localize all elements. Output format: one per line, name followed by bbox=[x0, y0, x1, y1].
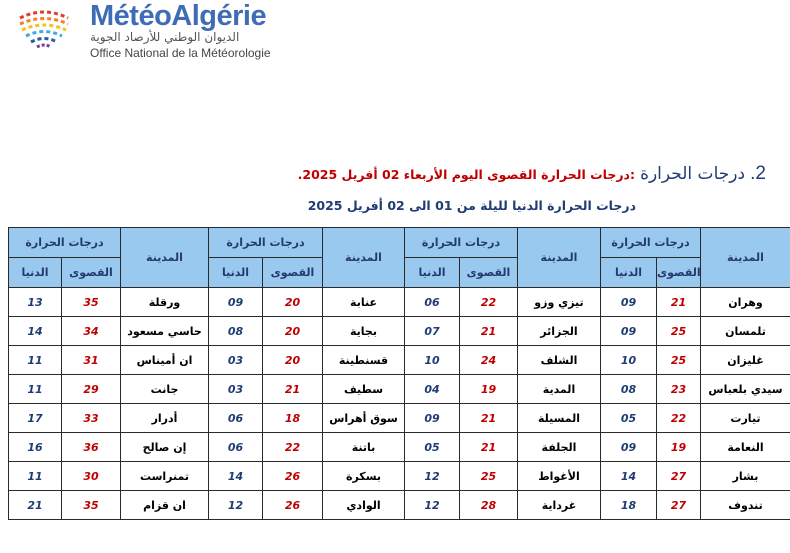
max-temp-cell: 19 bbox=[657, 433, 701, 462]
min-temp-cell: 06 bbox=[209, 433, 263, 462]
city-cell: تيزي وزو bbox=[518, 288, 601, 317]
logo bbox=[14, 2, 274, 62]
min-temp-cell: 09 bbox=[209, 288, 263, 317]
min-temp-cell: 03 bbox=[209, 375, 263, 404]
max-temp-cell: 19 bbox=[460, 375, 518, 404]
table-row bbox=[9, 317, 790, 346]
max-temp-cell: 22 bbox=[263, 433, 323, 462]
city-header: المدينة bbox=[701, 228, 790, 288]
max-header: القصوى bbox=[62, 258, 121, 288]
table-row bbox=[9, 346, 790, 375]
max-temp-cell: 25 bbox=[460, 462, 518, 491]
city-cell: غليزان bbox=[701, 346, 790, 375]
min-header: الدنيا bbox=[601, 258, 657, 288]
min-temp-cell: 14 bbox=[209, 462, 263, 491]
city-cell: تندوف bbox=[701, 491, 790, 520]
city-cell: تيارت bbox=[701, 404, 790, 433]
max-temp-cell: 30 bbox=[62, 462, 121, 491]
temperature-table bbox=[8, 227, 790, 520]
city-cell: الجزائر bbox=[518, 317, 601, 346]
section-heading bbox=[298, 163, 766, 185]
min-temp-subtitle: درجات الحرارة الدنيا لليلة من 01 الى 02 أفريل 2025 bbox=[307, 198, 636, 213]
max-temp-cell: 21 bbox=[263, 375, 323, 404]
city-cell: تلمسان bbox=[701, 317, 790, 346]
city-cell: سوق أهراس bbox=[323, 404, 405, 433]
min-temp-cell: 10 bbox=[601, 346, 657, 375]
min-temp-cell: 11 bbox=[9, 375, 62, 404]
min-temp-cell: 05 bbox=[405, 433, 460, 462]
section-title: درجات الحرارة bbox=[640, 164, 746, 184]
max-temp-cell: 26 bbox=[263, 462, 323, 491]
table-header-row bbox=[9, 228, 790, 258]
max-temp-cell: 35 bbox=[62, 491, 121, 520]
min-temp-cell: 16 bbox=[9, 433, 62, 462]
city-cell: وهران bbox=[701, 288, 790, 317]
city-cell: المدية bbox=[518, 375, 601, 404]
min-temp-cell: 06 bbox=[209, 404, 263, 433]
min-temp-cell: 12 bbox=[209, 491, 263, 520]
max-header: القصوى bbox=[657, 258, 701, 288]
max-temp-cell: 22 bbox=[657, 404, 701, 433]
section-number: 2. bbox=[750, 163, 766, 184]
city-cell: الجلفة bbox=[518, 433, 601, 462]
temp-header: درجات الحرارة bbox=[405, 228, 518, 258]
city-cell: الوادي bbox=[323, 491, 405, 520]
min-header: الدنيا bbox=[209, 258, 263, 288]
max-temp-cell: 21 bbox=[460, 433, 518, 462]
max-temp-cell: 25 bbox=[657, 346, 701, 375]
min-temp-cell: 14 bbox=[9, 317, 62, 346]
brand-french: Office National de la Météorologie bbox=[90, 46, 271, 60]
table-row bbox=[9, 491, 790, 520]
table-row bbox=[9, 404, 790, 433]
table-row bbox=[9, 462, 790, 491]
max-temp-cell: 20 bbox=[263, 317, 323, 346]
max-temp-cell: 18 bbox=[263, 404, 323, 433]
city-cell: ورقلة bbox=[121, 288, 209, 317]
min-temp-cell: 11 bbox=[9, 346, 62, 375]
min-temp-cell: 17 bbox=[9, 404, 62, 433]
min-temp-cell: 12 bbox=[405, 462, 460, 491]
min-temp-cell: 09 bbox=[601, 433, 657, 462]
max-temp-cell: 33 bbox=[62, 404, 121, 433]
min-temp-cell: 14 bbox=[601, 462, 657, 491]
min-temp-cell: 12 bbox=[405, 491, 460, 520]
max-temp-cell: 24 bbox=[460, 346, 518, 375]
table-row bbox=[9, 288, 790, 317]
max-temp-cell: 21 bbox=[460, 404, 518, 433]
city-cell: حاسي مسعود bbox=[121, 317, 209, 346]
city-cell: سطيف bbox=[323, 375, 405, 404]
max-temp-cell: 29 bbox=[62, 375, 121, 404]
city-cell: غرداية bbox=[518, 491, 601, 520]
min-temp-cell: 21 bbox=[9, 491, 62, 520]
city-cell: بشار bbox=[701, 462, 790, 491]
max-header: القصوى bbox=[263, 258, 323, 288]
max-temp-cell: 26 bbox=[263, 491, 323, 520]
max-temp-cell: 21 bbox=[460, 317, 518, 346]
city-cell: إن صالح bbox=[121, 433, 209, 462]
min-temp-cell: 09 bbox=[405, 404, 460, 433]
brand-name: MétéoAlgérie bbox=[90, 0, 267, 32]
max-temp-cell: 25 bbox=[657, 317, 701, 346]
max-temp-cell: 34 bbox=[62, 317, 121, 346]
max-temp-subtitle: :درجات الحرارة القصوى اليوم الأربعاء 02 أفريل 2025. bbox=[297, 167, 635, 182]
min-temp-cell: 10 bbox=[405, 346, 460, 375]
min-temp-cell: 03 bbox=[209, 346, 263, 375]
city-cell: باتنة bbox=[323, 433, 405, 462]
city-cell: قسنطينة bbox=[323, 346, 405, 375]
min-temp-cell: 18 bbox=[601, 491, 657, 520]
min-temp-cell: 08 bbox=[209, 317, 263, 346]
city-header: المدينة bbox=[121, 228, 209, 288]
max-temp-cell: 27 bbox=[657, 491, 701, 520]
city-cell: الأغواط bbox=[518, 462, 601, 491]
min-temp-cell: 07 bbox=[405, 317, 460, 346]
city-cell: الشلف bbox=[518, 346, 601, 375]
city-header: المدينة bbox=[323, 228, 405, 288]
city-cell: أدرار bbox=[121, 404, 209, 433]
min-temp-cell: 13 bbox=[9, 288, 62, 317]
max-temp-cell: 35 bbox=[62, 288, 121, 317]
min-temp-cell: 11 bbox=[9, 462, 62, 491]
max-header: القصوى bbox=[460, 258, 518, 288]
temp-header: درجات الحرارة bbox=[601, 228, 701, 258]
max-temp-cell: 36 bbox=[62, 433, 121, 462]
max-temp-cell: 20 bbox=[263, 346, 323, 375]
max-temp-cell: 23 bbox=[657, 375, 701, 404]
city-cell: بسكرة bbox=[323, 462, 405, 491]
city-header: المدينة bbox=[518, 228, 601, 288]
min-header: الدنيا bbox=[9, 258, 62, 288]
table-row bbox=[9, 433, 790, 462]
brand-arabic: الديوان الوطني للأرصاد الجوية bbox=[90, 30, 240, 44]
temp-header: درجات الحرارة bbox=[9, 228, 121, 258]
max-temp-cell: 27 bbox=[657, 462, 701, 491]
city-cell: ان قزام bbox=[121, 491, 209, 520]
max-temp-cell: 21 bbox=[657, 288, 701, 317]
city-cell: جانت bbox=[121, 375, 209, 404]
min-temp-cell: 05 bbox=[601, 404, 657, 433]
max-temp-cell: 22 bbox=[460, 288, 518, 317]
table-row bbox=[9, 375, 790, 404]
city-cell: بجاية bbox=[323, 317, 405, 346]
min-temp-cell: 06 bbox=[405, 288, 460, 317]
logo-mark-icon bbox=[14, 4, 74, 54]
temp-header: درجات الحرارة bbox=[209, 228, 323, 258]
max-temp-cell: 28 bbox=[460, 491, 518, 520]
city-cell: تمنراست bbox=[121, 462, 209, 491]
min-temp-cell: 09 bbox=[601, 317, 657, 346]
min-temp-cell: 04 bbox=[405, 375, 460, 404]
city-cell: عنابة bbox=[323, 288, 405, 317]
city-cell: المسيلة bbox=[518, 404, 601, 433]
city-cell: النعامة bbox=[701, 433, 790, 462]
city-cell: سيدي بلعباس bbox=[701, 375, 790, 404]
city-cell: ان أميناس bbox=[121, 346, 209, 375]
min-temp-cell: 09 bbox=[601, 288, 657, 317]
max-temp-cell: 20 bbox=[263, 288, 323, 317]
min-temp-cell: 08 bbox=[601, 375, 657, 404]
min-header: الدنيا bbox=[405, 258, 460, 288]
max-temp-cell: 31 bbox=[62, 346, 121, 375]
